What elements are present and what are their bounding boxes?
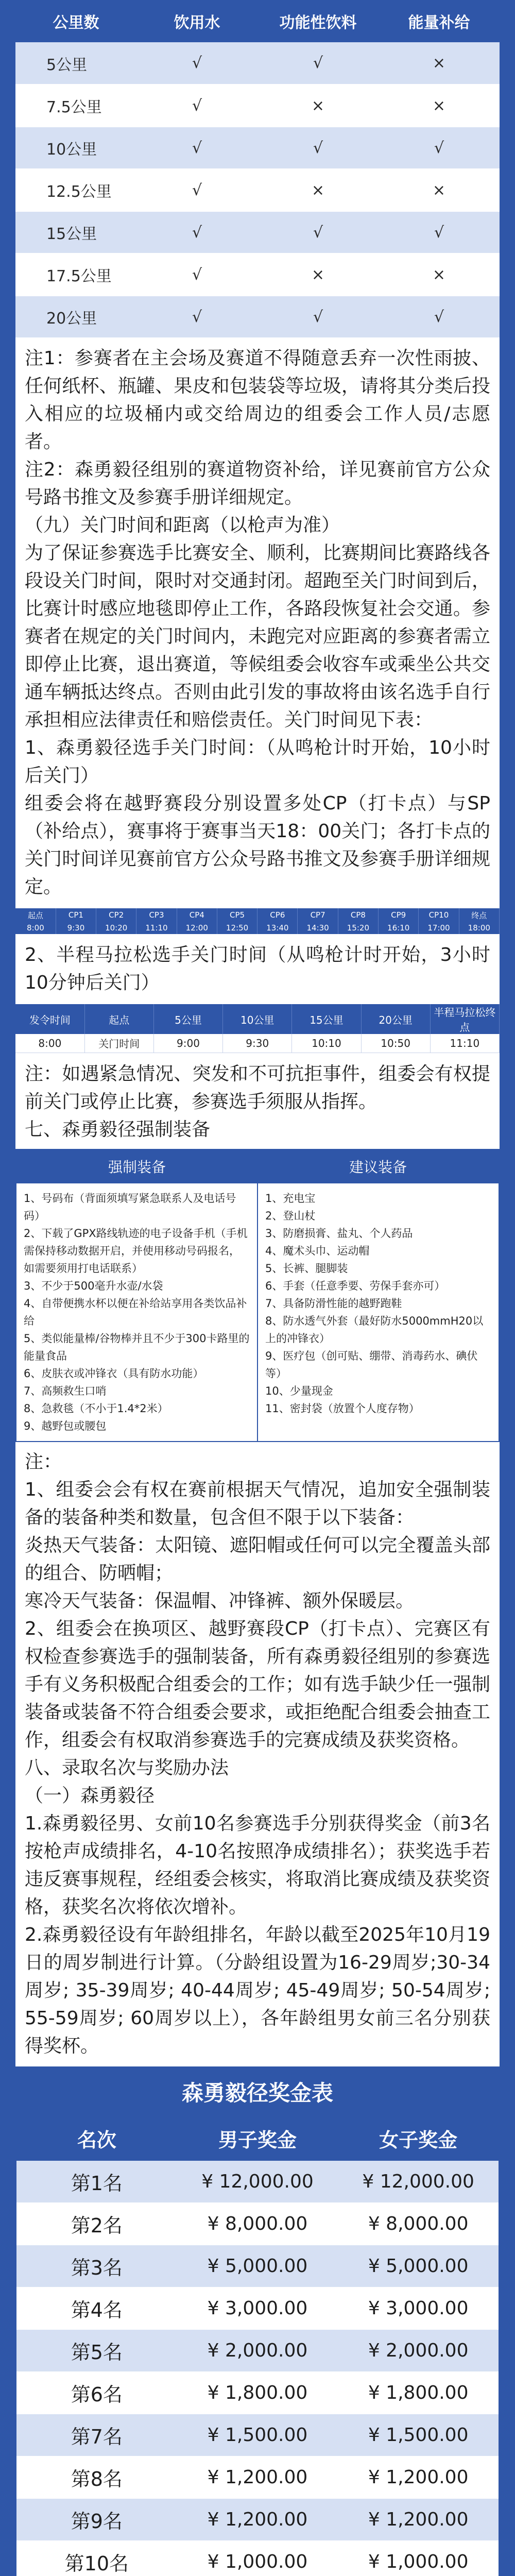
trail-cutoff-detail: 组委会将在越野赛段分别设置多处CP（打卡点）与SP（补给点），赛事将于赛事当天18：00关门；各打卡点的关门时间详见赛前官方公众号路书推文及参赛手册详细规定。 xyxy=(25,793,490,897)
equipment-table xyxy=(15,1149,500,1442)
trail-cutoff-header: CP2 xyxy=(96,908,136,922)
supply-cell: √ xyxy=(136,169,258,211)
supply-cell: √ xyxy=(258,296,379,338)
supply-cell: 5公里 xyxy=(15,42,136,84)
list-item: 11、密封袋（放置个人度存物） xyxy=(265,1402,420,1415)
list-item: 4、自带便携水杯以便在补给站享用各类饮品补给 xyxy=(24,1297,247,1327)
supply-cell: × xyxy=(258,84,379,127)
list-item: 1、号码布（背面须填写紧急联系人及电话号码） xyxy=(24,1192,236,1222)
table-row xyxy=(16,2414,499,2456)
list-item: 3、不少于500毫升水壶/水袋 xyxy=(24,1279,163,1292)
prize-header-male: 男子奖金 xyxy=(177,2116,338,2161)
table-row xyxy=(16,2203,499,2245)
supply-cell: √ xyxy=(136,127,258,169)
cold-weather-gear: 寒冷天气装备：保温帽、冲锋裤、额外保暖层。 xyxy=(25,1590,415,1612)
supply-cell: √ xyxy=(258,42,379,84)
prize-rank: 第1名 xyxy=(16,2161,177,2203)
supply-cell: × xyxy=(258,253,379,296)
section-equipment-title: 七、森勇毅径强制装备 xyxy=(25,1118,211,1140)
trail-cutoff-time: 18:00 xyxy=(459,922,499,934)
half-cutoff-time: 关门时间 xyxy=(84,1034,153,1053)
prize-header-female: 女子奖金 xyxy=(338,2116,499,2161)
equipment-content-row xyxy=(16,1183,499,1442)
prize-male: ¥ 1,200.00 xyxy=(177,2456,338,2499)
mandatory-list xyxy=(16,1183,258,1442)
supply-cell: × xyxy=(379,253,500,296)
prize-female: ¥ 1,500.00 xyxy=(338,2414,499,2456)
half-cutoff-time: 8:00 xyxy=(15,1034,84,1053)
table-row xyxy=(16,2245,499,2287)
list-item: 7、高频救生口哨 xyxy=(24,1384,107,1397)
half-cutoff-table xyxy=(15,1004,500,1053)
table-row xyxy=(15,253,500,296)
list-item: 1、充电宝 xyxy=(265,1192,316,1205)
supply-cell: 12.5公里 xyxy=(15,169,136,211)
trail-cutoff-time: 10:20 xyxy=(96,922,136,934)
prize-female: ¥ 1,200.00 xyxy=(338,2499,499,2541)
prize-male: ¥ 1,000.00 xyxy=(177,2541,338,2576)
trail-cutoff-time: 15:20 xyxy=(338,922,378,934)
half-cutoff-header: 15公里 xyxy=(292,1004,361,1034)
trail-cutoff-time: 14:30 xyxy=(298,922,338,934)
trail-cutoff-header: CP7 xyxy=(298,908,338,922)
prize-female: ¥ 1,000.00 xyxy=(338,2541,499,2576)
trail-cutoff-time: 11:10 xyxy=(136,922,177,934)
list-item: 5、类似能量棒/谷物棒并且不少于300卡路里的能量食品 xyxy=(24,1332,250,1362)
table-row xyxy=(16,2330,499,2372)
half-cutoff-header-row xyxy=(15,1004,500,1034)
list-item: 2、下载了GPX路线轨迹的电子设备手机（手机需保持移动数据开启，并使用移动号码报名，如需要须用打电话联系） xyxy=(24,1227,248,1275)
trail-cutoff-header-row xyxy=(15,908,500,922)
trail-cutoff-time: 8:00 xyxy=(15,922,56,934)
trail-cutoff-header: 起点 xyxy=(15,908,56,922)
table-row xyxy=(15,42,500,84)
prize-male: ¥ 1,800.00 xyxy=(177,2372,338,2414)
trail-cutoff-header: CP1 xyxy=(56,908,96,922)
list-item: 8、防水透气外套（最好防水5000mmH20以上的冲锋衣） xyxy=(265,1314,484,1345)
table-row xyxy=(16,2372,499,2414)
list-item: 7、具备防滑性能的越野跑鞋 xyxy=(265,1297,402,1310)
prize-male: ¥ 1,200.00 xyxy=(177,2499,338,2541)
table-row xyxy=(15,84,500,127)
half-cutoff-header: 10公里 xyxy=(223,1004,292,1034)
half-cutoff-title: 2、半程马拉松选手关门时间（从鸣枪计时开始，3小时10分钟后关门） xyxy=(25,944,490,993)
trail-cutoff-time: 9:30 xyxy=(56,922,96,934)
supply-cell: × xyxy=(258,169,379,211)
prize-female: ¥ 5,000.00 xyxy=(338,2245,499,2287)
trail-cutoff-header: CP10 xyxy=(419,908,459,922)
prize-female: ¥ 3,000.00 xyxy=(338,2287,499,2330)
supply-cell: √ xyxy=(379,211,500,253)
prize-table xyxy=(15,2066,500,2576)
trail-cutoff-time-row xyxy=(15,922,500,934)
trail-cutoff-header: CP9 xyxy=(379,908,419,922)
trail-cutoff-title: 1、森勇毅径选手关门时间：（从鸣枪计时开始，10小时后关门） xyxy=(25,737,490,786)
supply-header-row xyxy=(15,0,500,42)
supply-table xyxy=(15,0,500,338)
trail-cutoff-time: 16:10 xyxy=(379,922,419,934)
cutoff-description: 为了保证参赛选手比赛安全、顺利，比赛期间比赛路线各段设关门时间，限时对交通封闭。超跑至关门时间到后，比赛计时感应地毯即停止工作，各路段恢复社会交通。参赛者在规定的关门时间内，未跑完对应距离的参赛者需立即停止比赛，退出赛道，等候组委会收容车或乘坐公共交通车辆抵达终点。否则由此引发的事故将由该名选手自行承担相应法律责任和赔偿责任。关门时间见下表： xyxy=(25,543,490,731)
list-item: 3、防磨损膏、盐丸、个人药品 xyxy=(265,1227,413,1240)
prize-female: ¥ 12,000.00 xyxy=(338,2161,499,2203)
prize-male: ¥ 2,000.00 xyxy=(177,2330,338,2372)
half-cutoff-time: 10:10 xyxy=(292,1034,361,1053)
list-item: 8、急救毯（不小于1.4*2米） xyxy=(24,1402,168,1415)
prize-female: ¥ 1,200.00 xyxy=(338,2456,499,2499)
equipment-note-label: 注： xyxy=(25,1451,62,1472)
list-item: 4、魔术头巾、运动帽 xyxy=(265,1244,370,1257)
table-row xyxy=(15,127,500,169)
trail-cutoff-time: 12:50 xyxy=(217,922,257,934)
trail-cutoff-time: 13:40 xyxy=(258,922,298,934)
prize-rank: 第7名 xyxy=(16,2414,177,2456)
half-cutoff-header: 发令时间 xyxy=(15,1004,84,1034)
equipment-note-2: 2、组委会在换项区、越野赛段CP（打卡点）、完赛区有权检查参赛选手的强制装备，所有森勇毅径组别的参赛选手有义务积极配合组委会的工作；如有选手缺少任一强制装备或装备不符合组委会要求，或拒绝配合组委会抽查工作，组委会有权取消参赛选手的完赛成绩及获奖资格。 xyxy=(25,1618,490,1751)
note-2-supply: 注2：森勇毅径组别的赛道物资补给，详见赛前官方公众号路书推文及参赛手册详细规定。 xyxy=(25,459,490,508)
emergency-note: 注：如遇紧急情况、突发和不可抗拒事件，组委会有权提前关门或停止比赛，参赛选手须服从指挥。 xyxy=(25,1063,490,1112)
prize-rank: 第10名 xyxy=(16,2541,177,2576)
subsection-trail-title: （一）森勇毅径 xyxy=(25,1785,155,1806)
prize-rank: 第9名 xyxy=(16,2499,177,2541)
half-cutoff-header: 5公里 xyxy=(153,1004,222,1034)
half-cutoff-time: 9:30 xyxy=(223,1034,292,1053)
prize-male: ¥ 12,000.00 xyxy=(177,2161,338,2203)
supply-header-water: 饮用水 xyxy=(136,0,258,42)
equipment-header-row xyxy=(16,1149,499,1183)
prize-caption-row xyxy=(16,2067,499,2116)
equipment-header-suggested: 建议装备 xyxy=(258,1149,499,1183)
prize-header-rank: 名次 xyxy=(16,2116,177,2161)
trail-cutoff-header: CP6 xyxy=(258,908,298,922)
trail-cutoff-table xyxy=(15,908,500,934)
supply-header-energy: 能量补给 xyxy=(379,0,500,42)
table-row xyxy=(16,2499,499,2541)
supply-cell: 17.5公里 xyxy=(15,253,136,296)
supply-cell: 10公里 xyxy=(15,127,136,169)
prize-female: ¥ 1,800.00 xyxy=(338,2372,499,2414)
table-row xyxy=(15,211,500,253)
prize-rank: 第3名 xyxy=(16,2245,177,2287)
prize-male: ¥ 8,000.00 xyxy=(177,2203,338,2245)
list-item: 2、登山杖 xyxy=(265,1209,316,1222)
prize-caption: 森勇毅径奖金表 xyxy=(16,2067,499,2116)
trail-cutoff-header: CP4 xyxy=(177,908,217,922)
supply-cell: 20公里 xyxy=(15,296,136,338)
trail-cutoff-header: 终点 xyxy=(459,908,499,922)
supply-cell: √ xyxy=(136,84,258,127)
prize-male: ¥ 1,500.00 xyxy=(177,2414,338,2456)
supply-cell: √ xyxy=(136,42,258,84)
section-awards-title: 八、录取名次与奖励办法 xyxy=(25,1757,229,1778)
supply-cell: 15公里 xyxy=(15,211,136,253)
half-cutoff-time: 10:50 xyxy=(361,1034,430,1053)
suggested-list xyxy=(258,1183,499,1442)
table-row xyxy=(15,296,500,338)
prize-female: ¥ 8,000.00 xyxy=(338,2203,499,2245)
supply-header-km: 公里数 xyxy=(15,0,136,42)
list-item: 10、少量现金 xyxy=(265,1384,333,1397)
half-cutoff-time: 11:10 xyxy=(430,1034,499,1053)
half-cutoff-header: 起点 xyxy=(84,1004,153,1034)
half-cutoff-header: 20公里 xyxy=(361,1004,430,1034)
prize-male: ¥ 3,000.00 xyxy=(177,2287,338,2330)
list-item: 9、越野包或腰包 xyxy=(24,1419,107,1432)
list-item: 9、医疗包（创可贴、绷带、消毒药水、碘伏等） xyxy=(265,1349,478,1380)
table-row xyxy=(16,2287,499,2330)
trail-cutoff-time: 17:00 xyxy=(419,922,459,934)
prize-rank: 第6名 xyxy=(16,2372,177,2414)
supply-cell: √ xyxy=(379,296,500,338)
trail-cutoff-time: 12:00 xyxy=(177,922,217,934)
prize-female: ¥ 2,000.00 xyxy=(338,2330,499,2372)
hot-weather-gear: 炎热天气装备：太阳镜、遮阳帽或任何可以完全覆盖头部的组合、防晒帽； xyxy=(25,1534,490,1584)
table-row xyxy=(15,169,500,211)
equipment-note-1: 1、组委会会有权在赛前根据天气情况，追加安全强制装备的装备种类和数量，包含但不限于以下装备： xyxy=(25,1479,490,1528)
prize-rank: 第8名 xyxy=(16,2456,177,2499)
table-row xyxy=(16,2161,499,2203)
trail-cutoff-header: CP5 xyxy=(217,908,257,922)
prize-rank: 第2名 xyxy=(16,2203,177,2245)
supply-cell: × xyxy=(379,42,500,84)
prize-male: ¥ 5,000.00 xyxy=(177,2245,338,2287)
supply-cell: √ xyxy=(136,253,258,296)
table-row xyxy=(16,2456,499,2499)
supply-cell: √ xyxy=(136,296,258,338)
equipment-header-mandatory: 强制装备 xyxy=(16,1149,258,1183)
note-1-litter: 注1：参赛者在主会场及赛道不得随意丢弃一次性雨披、任何纸杯、瓶罐、果皮和包装袋等垃圾，请将其分类后投入相应的垃圾桶内或交给周边的组委会工作人员/志愿者。 xyxy=(25,348,490,452)
supply-cell: 7.5公里 xyxy=(15,84,136,127)
trail-cutoff-header: CP8 xyxy=(338,908,378,922)
half-cutoff-header: 半程马拉松终点 xyxy=(430,1004,499,1034)
half-cutoff-time-row xyxy=(15,1034,500,1053)
list-item: 6、皮肤衣或冲锋衣（具有防水功能） xyxy=(24,1367,204,1380)
supply-cell: √ xyxy=(258,211,379,253)
trail-cutoff-header: CP3 xyxy=(136,908,177,922)
table-row xyxy=(16,2541,499,2576)
supply-cell: √ xyxy=(258,127,379,169)
prize-header-row xyxy=(16,2116,499,2161)
supply-header-drink: 功能性饮料 xyxy=(258,0,379,42)
list-item: 6、手套（任意季要、劳保手套亦可） xyxy=(265,1279,445,1292)
prize-rank: 第5名 xyxy=(16,2330,177,2372)
supply-cell: × xyxy=(379,84,500,127)
supply-cell: √ xyxy=(379,127,500,169)
prize-rule-2: 2.森勇毅径设有年龄组排名，年龄以截至2025年10月19日的周岁制进行计算。（分龄组设置为16-29周岁;30-34周岁; 35-39周岁; 40-44周岁; 45-49周岁; 50-54周岁; 55-59周岁; 60周岁以上），各年龄组男女前三名分别获得奖杯。 xyxy=(25,1924,490,2057)
prize-rank: 第4名 xyxy=(16,2287,177,2330)
supply-cell: √ xyxy=(136,211,258,253)
section-cutoff-title: （九）关门时间和距离（以枪声为准） xyxy=(25,515,340,536)
half-cutoff-time: 9:00 xyxy=(153,1034,222,1053)
list-item: 5、长裤、腿脚装 xyxy=(265,1262,348,1275)
supply-cell: × xyxy=(379,169,500,211)
prize-rule-1: 1.森勇毅径男、女前10名参赛选手分别获得奖金（前3名按枪声成绩排名，4-10名按照净成绩排名）；获奖选手若违反赛事规程，经组委会核实，将取消比赛成绩及获奖资格，获奖名次将依次增补。 xyxy=(25,1812,490,1918)
